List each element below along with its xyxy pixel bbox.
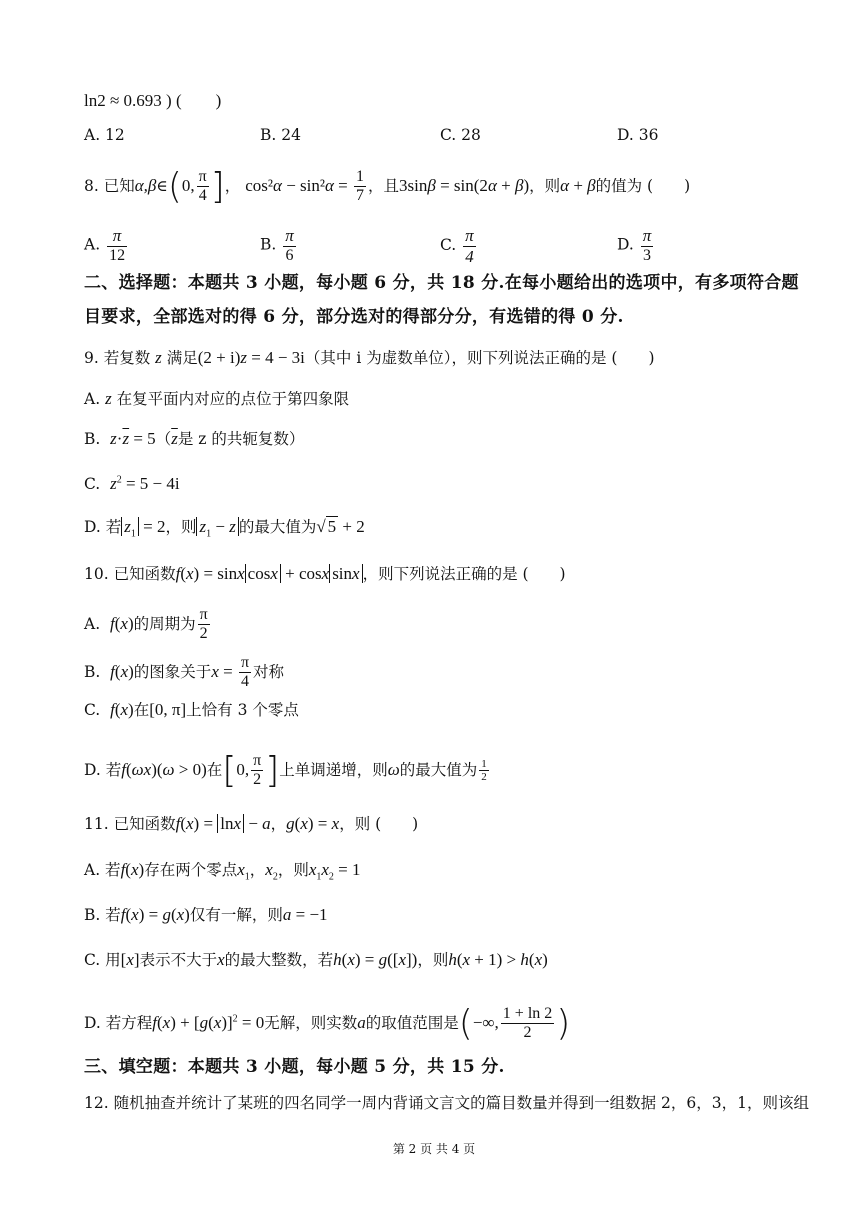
q7-option-d: D. 36: [617, 126, 659, 144]
q10-stem: 10. 已知函数f(x) = sinx cosx + cosx sinx ，则下列说法正确的是 ( ): [84, 564, 566, 583]
q10-option-c: C. f(x)在[0, π]上恰有 3 个零点: [84, 700, 299, 719]
section2-heading-line1: 二、选择题：本题共 3 小题，每小题 6 分，共 18 分.在每小题给出的选项中，有多项符合题: [84, 273, 799, 293]
q10-option-a: A. f(x)的周期为 $\frac{\pi}{2}$: [84, 606, 208, 643]
q7-option-a: A. 12: [84, 126, 125, 144]
q9-option-a: A. z 在复平面内对应的点位于第四象限: [84, 389, 350, 408]
q9-option-d: D. 若 $z_1 = 2$，则 $z_1 - z$ 的最大值为√ 5 + 2: [84, 517, 365, 540]
page-footer: 第 2 页 共 4 页: [392, 1142, 476, 1156]
q7-option-b: B. 24: [260, 126, 301, 144]
q8-option-d: D. $\frac{\pi}{3}$: [617, 226, 652, 264]
q8-stem: 8. 已知α,β∈(0, $\frac{\pi}{4}$ ]， cos²α − sin²α = $\frac{1}{7}$ ，且3sinβ = sin(2α + β)，则α + β的值为 ( ): [84, 165, 691, 207]
q7-tail: ln2 ≈ 0.693 ) ( ): [84, 91, 222, 110]
q9-stem: 9. 若复数 z 满足(2 + i)z = 4 − 3i（其中 i 为虚数单位），则下列说法正确的是 ( ): [84, 348, 655, 367]
q11-stem: 11. 已知函数f(x) = lnx − a，g(x) = x，则 ( ): [84, 814, 419, 833]
q8-option-c: C. $\frac{\pi}{4}$: [440, 226, 474, 266]
q11-option-a: A. 若f(x)存在两个零点$x_1$，$x_2$，则$x_1x_2 = 1$: [84, 860, 361, 883]
section2-heading-line2: 目要求，全部选对的得 6 分，部分选对的得部分分，有选错的得 0 分.: [84, 307, 624, 327]
q10-option-d: D. 若f(ωx)(ω > 0)在[0, $\frac{\pi}{2}$ ]上单调递增，则ω的最大值为 $\frac{1}{2}$: [84, 749, 487, 791]
q11-option-b: B. 若f(x) = g(x)仅有一解，则a = −1: [84, 905, 328, 924]
q12-stem: 12. 随机抽查并统计了某班的四名同学一周内背诵文言文的篇目数量并得到一组数据 2，6，3，1，则该组: [84, 1094, 809, 1112]
q11-option-c: C. 用[x]表示不大于x的最大整数，若h(x) = g([x])，则h(x + 1) > h(x): [84, 950, 548, 969]
q9-option-b: B. $z\cdot\overline{z} = 5(\overline{z}$是 z 的共轭复数）: [84, 429, 305, 448]
q7-option-c: C. 28: [440, 126, 481, 144]
q8-option-b: B. $\frac{\pi}{6}$: [260, 226, 294, 264]
section3-heading: 三、填空题：本题共 3 小题，每小题 5 分，共 15 分.: [84, 1057, 505, 1077]
q9-option-c: C. $z^2 = 5 - 4i$: [84, 474, 180, 493]
q8-option-a: A. $\frac{\pi}{12}$: [84, 226, 126, 264]
q10-option-b: B. f(x)的图象关于x = $\frac{\pi}{4}$ 对称: [84, 654, 285, 691]
q11-option-d: D. 若方程$f(x) + [g(x)]^2 = 0$无解，则实数a的取值范围是(−∞, $\frac{1 + \ln 2}{2}$ ): [84, 1002, 571, 1044]
